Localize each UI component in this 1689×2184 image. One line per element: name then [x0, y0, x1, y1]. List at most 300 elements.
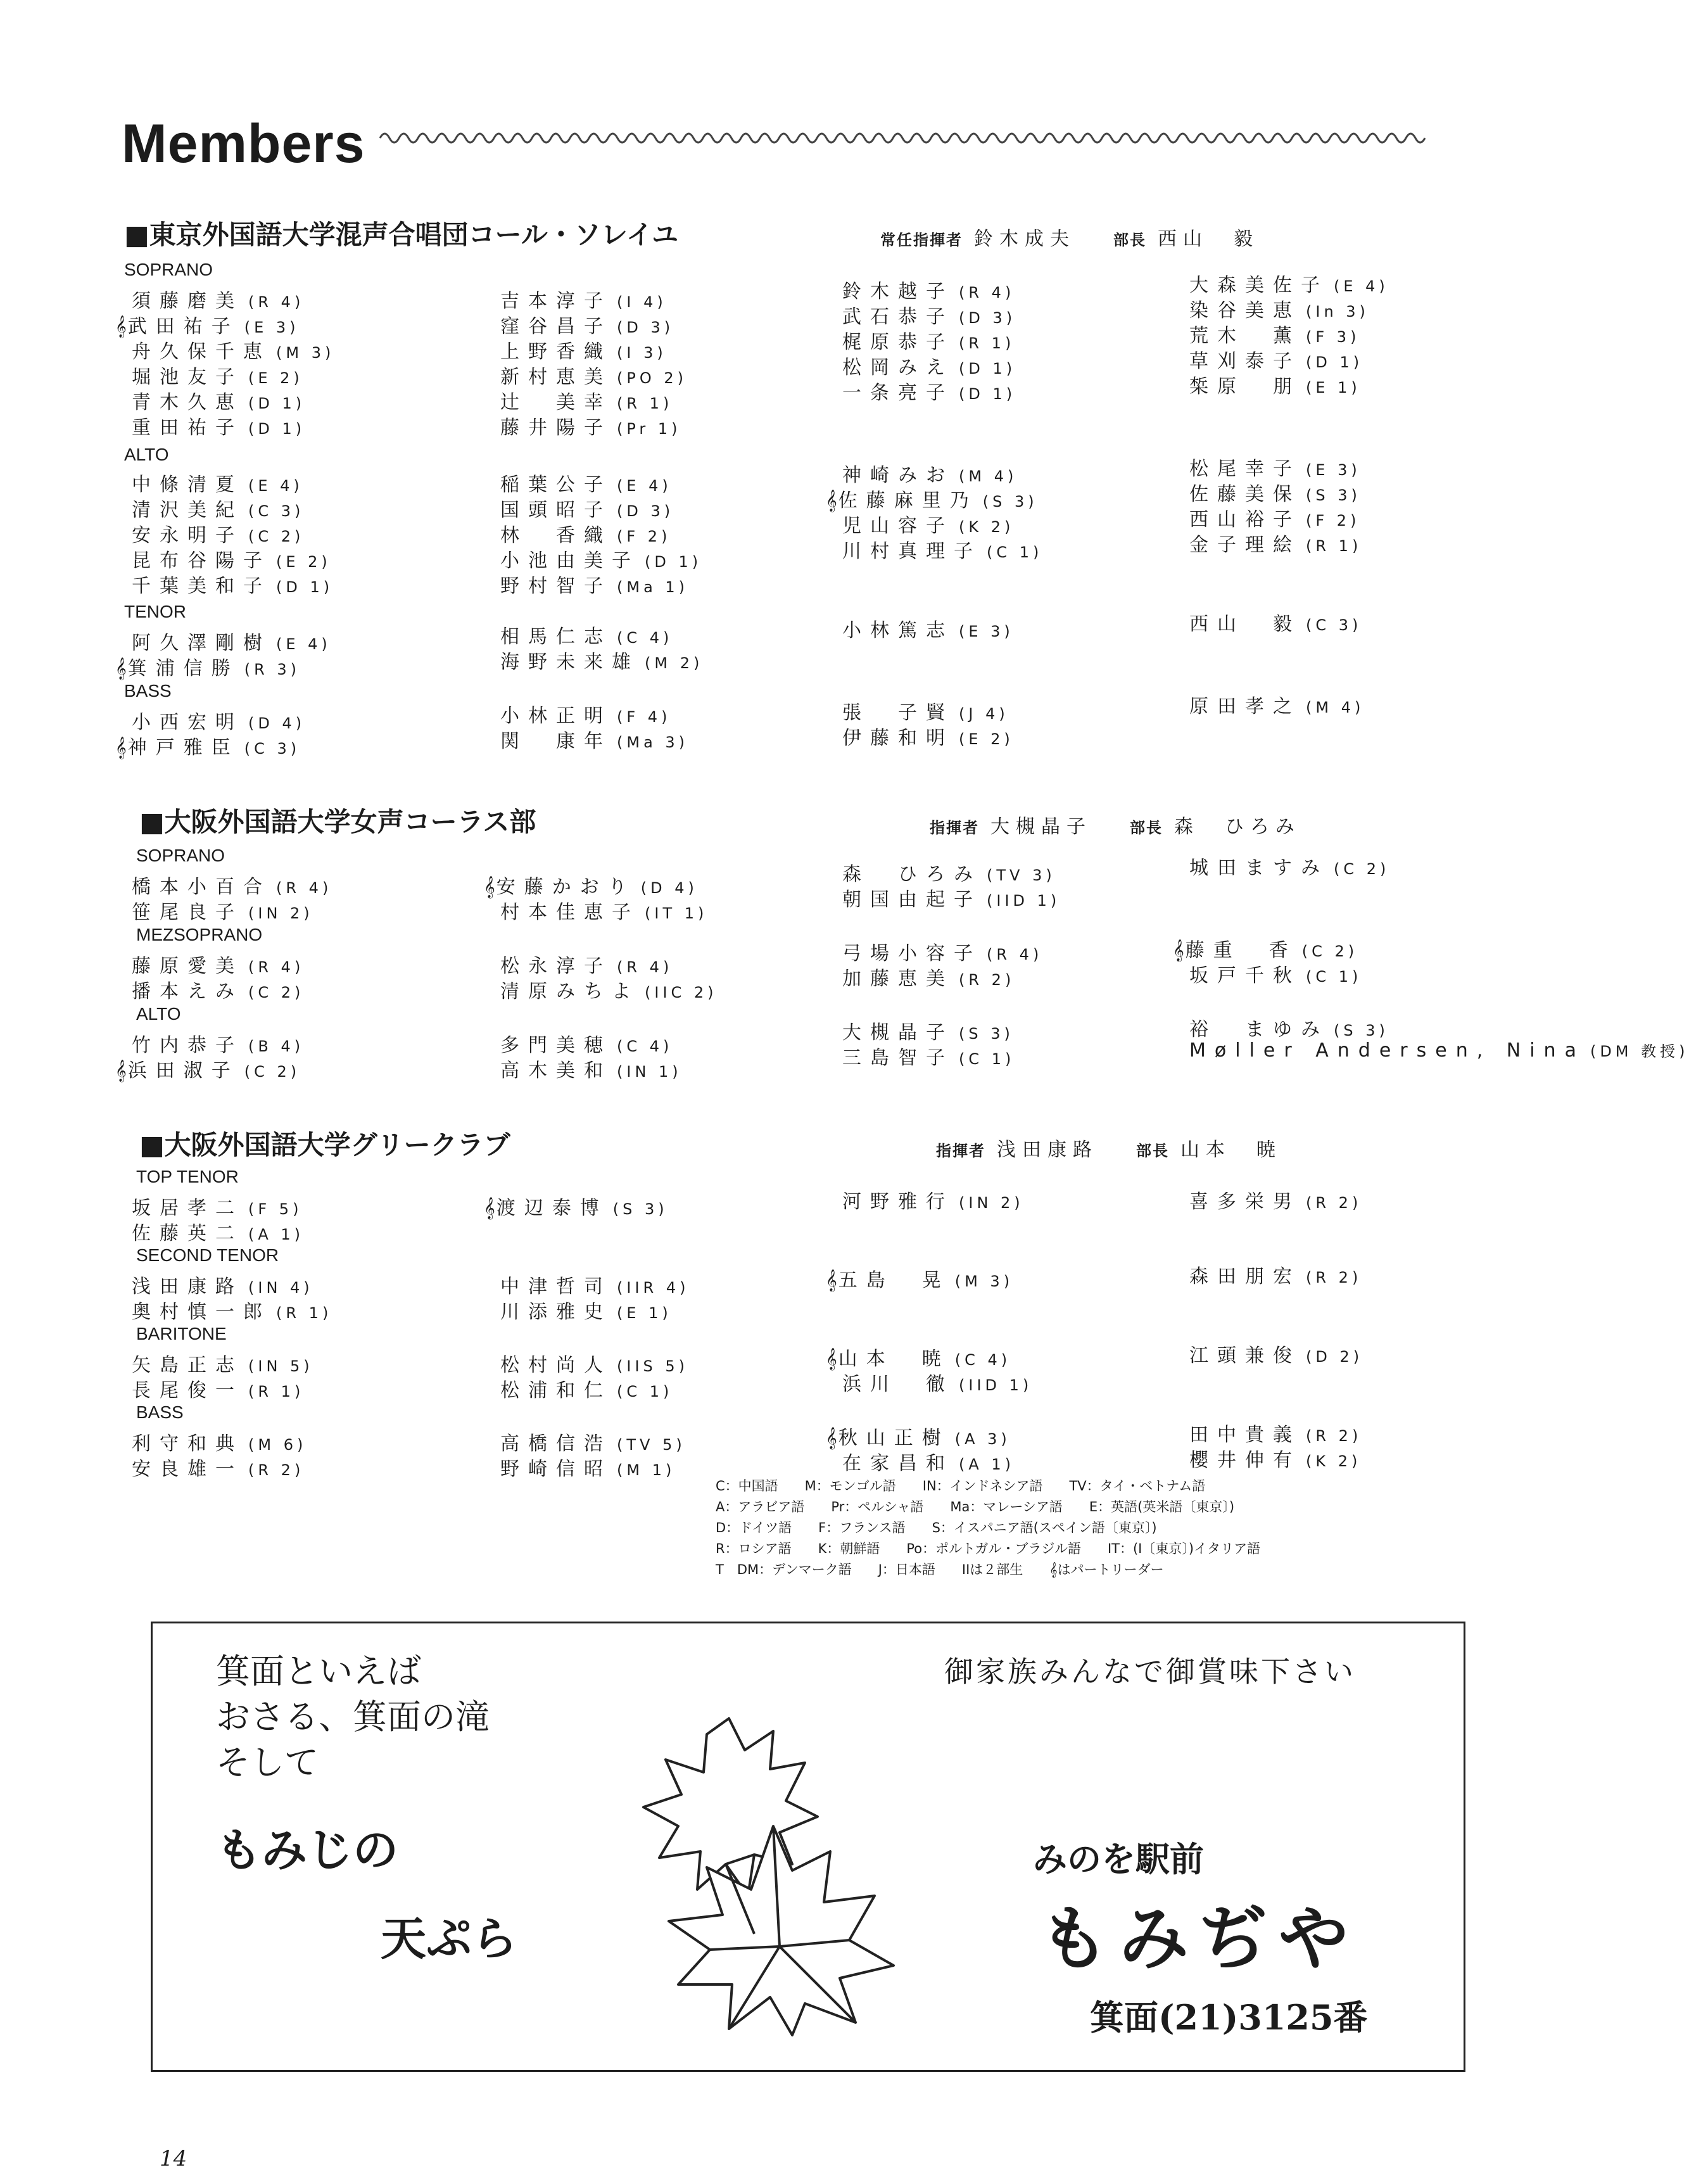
member-class: (Ma 1): [617, 578, 689, 596]
member-name: 三島智子: [842, 1047, 954, 1069]
member-class: (K 2): [959, 518, 1015, 536]
member-name: 吉本淳子: [500, 290, 612, 312]
member-class: (F 5): [248, 1200, 303, 1218]
member-class: (C 1): [959, 1050, 1015, 1068]
member-entry: [500, 545, 702, 573]
voice-part-label: BARITONE: [136, 1324, 227, 1343]
member-entry: [132, 1375, 304, 1402]
member-entry: [500, 1349, 688, 1377]
member-class: (E 2): [276, 553, 331, 571]
member-class: (S 3): [982, 493, 1038, 511]
member-name: 関 康年: [500, 730, 612, 752]
member-entry: [132, 412, 305, 440]
member-entry: [826, 485, 1038, 512]
member-name: 笹尾良子: [132, 901, 243, 924]
part-leader-icon: 𝄞: [115, 315, 127, 338]
member-name: 青木久恵: [132, 391, 243, 414]
member-name: 荒木 薫: [1189, 325, 1301, 347]
voice-part-label: TOP TENOR: [136, 1167, 239, 1186]
member-name: 安良雄一: [132, 1458, 243, 1480]
member-name: 神崎みお: [842, 464, 954, 486]
director-label: 常任指揮者: [880, 231, 963, 249]
member-name: 河野雅行: [842, 1191, 954, 1213]
member-entry: [1189, 453, 1361, 481]
member-name: 西山裕子: [1189, 509, 1301, 531]
member-class: (J 4): [959, 705, 1009, 723]
member-class: (IN 2): [248, 905, 313, 922]
member-class: (R 1): [1306, 537, 1362, 555]
member-name: 藤原愛美: [132, 955, 243, 977]
member-entry: [500, 519, 671, 547]
member-entry: [842, 697, 1009, 725]
member-class: (E 2): [959, 730, 1014, 748]
member-name: 新村恵美: [500, 366, 612, 388]
member-entry: [500, 975, 718, 1003]
member-entry: [1189, 371, 1361, 398]
member-name: 五島 晃: [838, 1269, 950, 1292]
member-name: 辻 美幸: [500, 391, 612, 414]
member-name: 梶原恭子: [842, 331, 954, 353]
page-title: Members: [122, 113, 365, 174]
member-class: (IT 1): [645, 905, 708, 922]
member-class: (IID 1): [959, 1376, 1033, 1394]
member-name: 松岡みえ: [842, 357, 954, 379]
member-name: 椞原 朋: [1189, 376, 1301, 398]
member-entry: [115, 1055, 300, 1082]
member-name: 渡辺泰博: [496, 1197, 608, 1219]
member-class: (D 4): [248, 714, 306, 732]
member-entry: [132, 871, 332, 899]
member-class: (PO 2): [617, 369, 687, 387]
member-class: (S 3): [1306, 486, 1361, 504]
member-entry: [132, 570, 333, 598]
member-entry: [842, 535, 1042, 563]
member-entry: [132, 469, 303, 497]
member-class: (C 2): [1334, 860, 1390, 878]
manager-name: 西山 毅: [1158, 228, 1259, 250]
member-class: (C 1): [1306, 968, 1362, 986]
member-entry: [842, 377, 1016, 405]
member-class: (IIR 4): [617, 1279, 690, 1297]
member-class: (IID 1): [987, 892, 1061, 910]
member-class: (R 4): [617, 958, 673, 976]
member-name: 秋山正樹: [838, 1427, 950, 1449]
member-class: (A 1): [248, 1226, 305, 1243]
member-entry: [1189, 690, 1364, 718]
member-class: (C 1): [617, 1383, 673, 1400]
director-label: 指揮者: [930, 819, 979, 837]
member-entry: [484, 1192, 668, 1220]
member-class: (R 2): [1306, 1194, 1362, 1212]
member-entry: [500, 950, 673, 978]
voice-part-label: SECOND TENOR: [136, 1245, 279, 1265]
member-entry: [842, 858, 1056, 886]
member-name: 安藤かおり: [496, 876, 636, 898]
member-class: (R 4): [248, 293, 305, 311]
member-entry: [500, 1055, 682, 1082]
section-title: ■東京外国語大学混声合唱団コール・ソレイユ: [124, 219, 679, 250]
section-title: ■大阪外国語大学女声コーラス部: [139, 806, 536, 837]
manager-label: 部長: [1136, 1142, 1169, 1160]
member-class: (TV 3): [987, 867, 1056, 884]
member-entry: [842, 459, 1017, 487]
member-entry: [500, 469, 672, 497]
member-entry: [132, 950, 304, 978]
member-entry: [132, 361, 303, 389]
member-name: 昆布谷陽子: [132, 550, 271, 572]
member-name: 稲葉公子: [500, 474, 612, 496]
member-class: (I 4): [617, 293, 667, 311]
member-name: 佐藤美保: [1189, 483, 1301, 505]
member-name: 舟久保千恵: [132, 341, 271, 363]
member-name: 佐藤麻里乃: [838, 490, 978, 512]
member-name: 児山容子: [842, 515, 954, 537]
voice-part-label: BASS: [136, 1402, 184, 1422]
member-class: (E 1): [1306, 379, 1361, 397]
member-name: 武石恭子: [842, 306, 954, 328]
member-entry: [132, 1029, 304, 1057]
ad-phone: 箕面(21)3125番: [1090, 1997, 1368, 2038]
member-name: 張 子賢: [842, 702, 954, 724]
member-class: (D 1): [959, 360, 1016, 378]
member-class: (R 1): [248, 1383, 305, 1400]
member-class: (F 3): [1306, 328, 1360, 346]
member-entry: [1189, 960, 1362, 987]
member-name: 竹内恭子: [132, 1034, 243, 1057]
section-staff: [936, 1134, 1282, 1162]
member-class: (R 1): [276, 1304, 332, 1322]
director-label: 指揮者: [936, 1142, 985, 1160]
part-leader-icon: 𝄞: [484, 1197, 495, 1219]
part-leader-icon: 𝄞: [115, 1060, 127, 1082]
member-entry: [1189, 1419, 1362, 1447]
member-name: 染谷美恵: [1189, 300, 1301, 322]
member-name: 安永明子: [132, 524, 243, 547]
legend-line: C：中国語 M：モンゴル語 IN：インドネシア語 TV：タイ・ベトナム語: [716, 1478, 1206, 1494]
member-name: 播本えみ: [132, 981, 243, 1003]
member-entry: [132, 1271, 313, 1298]
member-name: 奥村慎一郎: [132, 1301, 271, 1323]
member-name: 村本佳恵子: [500, 901, 640, 924]
member-name: 櫻井伸有: [1189, 1449, 1301, 1471]
member-name: 相馬仁志: [500, 626, 612, 648]
member-class: (D 1): [276, 578, 334, 596]
member-name: 一条亮子: [842, 382, 954, 404]
part-leader-icon: 𝄞: [1173, 939, 1184, 962]
member-entry: [500, 336, 667, 364]
member-name: 森田朋宏: [1189, 1266, 1301, 1288]
member-name: 浅田康路: [132, 1276, 243, 1298]
member-name: 重田祐子: [132, 417, 243, 439]
member-entry: [1189, 852, 1389, 880]
member-class: (C 2): [248, 984, 305, 1001]
member-name: 松尾幸子: [1189, 458, 1301, 480]
member-entry: [1189, 345, 1363, 373]
member-name: 小池由美子: [500, 550, 640, 572]
member-entry: [842, 352, 1016, 379]
member-class: (D 1): [645, 553, 702, 571]
member-name: 利守和典: [132, 1433, 243, 1455]
member-name: 伊藤和明: [842, 727, 954, 749]
member-class: (A 1): [959, 1456, 1015, 1473]
member-entry: [842, 937, 1042, 965]
legend-line: A：アラビア語 Pr：ペルシャ語 Ma：マレーシア語 E：英語(英米語〔東京〕): [716, 1499, 1235, 1514]
member-class: (D 3): [617, 319, 674, 336]
member-entry: [500, 361, 687, 389]
member-entry: [132, 1296, 332, 1324]
member-name: 加藤恵美: [842, 968, 954, 990]
member-name: 小林篤志: [842, 619, 954, 642]
member-class: (E 1): [617, 1304, 672, 1322]
member-class: (M 4): [959, 467, 1018, 485]
member-class: (S 3): [612, 1200, 668, 1218]
ad-line: 箕面といえば: [216, 1651, 421, 1691]
ad-station: みのを駅前: [1033, 1839, 1204, 1879]
member-class: (I 3): [617, 344, 667, 362]
member-class: (IN 2): [959, 1194, 1024, 1212]
member-class: (Ma 3): [617, 733, 689, 751]
member-class: (IN 4): [248, 1279, 313, 1297]
member-entry: [132, 545, 331, 573]
ad-slogan: [216, 1649, 490, 1786]
member-name: 矢島正志: [132, 1354, 243, 1376]
member-class: (D 3): [617, 502, 674, 520]
member-entry: [1189, 1340, 1363, 1368]
legend-line: T DM：デンマーク語 J：日本語 IIは２部生 𝄞はパートリーダー: [716, 1562, 1164, 1577]
member-entry: [842, 614, 1014, 642]
member-entry: [826, 1422, 1011, 1450]
member-entry: [132, 386, 305, 414]
member-entry: [132, 706, 305, 734]
section-title: ■大阪外国語大学グリークラブ: [139, 1129, 510, 1160]
member-entry: [1189, 529, 1362, 557]
member-entry: [115, 732, 300, 759]
member-name: 窪谷昌子: [500, 315, 612, 338]
member-class: (M 3): [954, 1273, 1014, 1290]
part-leader-icon: 𝄞: [115, 737, 127, 759]
member-name: 裕 まゆみ: [1189, 1019, 1329, 1041]
member-entry: [132, 896, 313, 924]
member-name: 山本 暁: [838, 1348, 950, 1370]
part-leader-icon: 𝄞: [826, 1427, 837, 1449]
member-entry: [132, 1349, 313, 1377]
member-entry: [1189, 478, 1361, 506]
member-entry: [500, 570, 688, 598]
member-entry: [115, 652, 300, 680]
member-entry: [842, 276, 1015, 303]
member-entry: [500, 386, 673, 414]
member-entry: [1173, 934, 1358, 962]
member-name: 在家昌和: [842, 1452, 954, 1475]
member-entry: [1189, 1444, 1361, 1472]
member-name: 千葉美和子: [132, 575, 271, 597]
member-entry: [842, 326, 1015, 354]
part-leader-icon: 𝄞: [115, 657, 127, 680]
member-entry: [1189, 1186, 1362, 1214]
member-name: 坂戸千秋: [1189, 965, 1301, 987]
member-name: 清原みちよ: [500, 981, 640, 1003]
voice-part-label: ALTO: [136, 1004, 181, 1024]
member-entry: [842, 301, 1016, 329]
advertisement: [151, 1622, 1465, 2072]
member-entry: [500, 896, 707, 924]
member-name: 松永淳子: [500, 955, 612, 977]
member-entry: [842, 1368, 1032, 1396]
member-entry: [1189, 608, 1362, 636]
member-class: (IIC 2): [645, 984, 718, 1001]
member-name: 森 ひろみ: [842, 863, 982, 886]
member-name: 多門美穂: [500, 1034, 612, 1057]
member-class: (D 4): [640, 879, 698, 897]
member-entry: [500, 285, 667, 313]
member-class: (R 2): [1306, 1427, 1362, 1445]
manager-name: 森 ひろみ: [1174, 816, 1301, 838]
member-class: (D 1): [1306, 353, 1363, 371]
ad-line: そして: [216, 1743, 319, 1782]
ad-family-line: 御家族みんなで御賞味下さい: [944, 1654, 1356, 1689]
member-name: 橋本小百合: [132, 876, 271, 898]
director-name: 浅田康路: [997, 1139, 1098, 1161]
member-entry: [132, 1453, 304, 1481]
member-name: 川村真理子: [842, 540, 982, 562]
member-entry: [500, 494, 674, 522]
member-class: (K 2): [1306, 1452, 1362, 1470]
member-class: (C 2): [1301, 943, 1358, 960]
member-name: 弓場小容子: [842, 943, 982, 965]
member-entry: [132, 627, 331, 655]
member-class: (R 1): [617, 395, 673, 412]
member-name: 林 香織: [500, 524, 612, 547]
member-class: (R 2): [1306, 1269, 1362, 1286]
member-class: (M 3): [276, 344, 335, 362]
voice-part-label: MEZSOPRANO: [136, 925, 263, 944]
member-name: 原田孝之: [1189, 695, 1301, 718]
member-class: (TV 5): [617, 1436, 686, 1454]
member-name: 浜川 徹: [842, 1373, 954, 1395]
member-name: 田中貴義: [1189, 1424, 1301, 1446]
member-name: 須藤磨美: [132, 290, 243, 312]
member-name: 中條清夏: [132, 474, 243, 496]
member-entry: [500, 646, 703, 674]
member-class: (B 4): [248, 1038, 305, 1055]
member-class: (R 4): [959, 284, 1015, 302]
language-legend: [716, 1476, 1260, 1580]
manager-label: 部長: [1113, 231, 1146, 249]
member-class: (C 4): [617, 629, 673, 647]
member-name: 神戸雅臣: [127, 737, 239, 759]
member-class: (Pr 1): [617, 420, 681, 438]
member-entry: [842, 884, 1060, 911]
part-leader-icon: 𝄞: [826, 1348, 837, 1370]
member-class: (IN 5): [248, 1357, 313, 1375]
member-entry: [842, 510, 1014, 538]
member-class: (E 3): [244, 319, 300, 336]
legend-line: D：ドイツ語 F：フランス語 S：イスパニア語(スペイン語〔東京〕): [716, 1520, 1157, 1535]
member-name: 小林正明: [500, 705, 612, 727]
section-staff: [930, 811, 1301, 839]
member-class: (D 1): [248, 420, 306, 438]
member-name: 野村智子: [500, 575, 612, 597]
member-class: (F 4): [617, 708, 671, 726]
member-name: 喜多栄男: [1189, 1191, 1301, 1213]
member-name: 箕浦信勝: [127, 657, 239, 680]
member-entry: [842, 1042, 1015, 1070]
member-entry: [500, 310, 674, 338]
voice-part-label: BASS: [124, 681, 172, 701]
member-entry: [500, 1029, 673, 1057]
member-class: (F 2): [1306, 512, 1360, 530]
member-entry: [1189, 269, 1389, 297]
ad-line: おさる、箕面の滝: [216, 1697, 490, 1737]
member-class: (E 4): [1334, 277, 1389, 295]
member-class: (R 4): [248, 958, 305, 976]
voice-part-label: SOPRANO: [124, 260, 213, 279]
member-class: (R 2): [248, 1461, 305, 1479]
member-entry: [826, 1343, 1011, 1371]
member-entry: [500, 1375, 673, 1402]
member-class: (E 2): [248, 369, 303, 387]
member-class: (R 2): [959, 971, 1015, 989]
member-name: Møller Andersen, Nina: [1189, 1039, 1585, 1062]
member-entry: [1189, 1260, 1362, 1288]
member-name: 大槻晶子: [842, 1022, 954, 1044]
member-class: (M 6): [248, 1436, 307, 1454]
member-entry: [1189, 1039, 1689, 1062]
member-class: (C 2): [244, 1063, 301, 1081]
member-name: 金子理絵: [1189, 534, 1301, 556]
member-name: 坂居孝二: [132, 1197, 243, 1219]
member-entry: [500, 700, 671, 728]
member-class: (IN 1): [617, 1063, 682, 1081]
member-name: 堀池友子: [132, 366, 243, 388]
member-class: (C 4): [954, 1351, 1011, 1369]
member-entry: [132, 336, 334, 364]
voice-part-label: ALTO: [124, 445, 169, 464]
member-name: 城田ますみ: [1189, 857, 1329, 879]
member-entry: [500, 1271, 689, 1298]
manager-name: 山本 暁: [1180, 1139, 1282, 1161]
part-leader-icon: 𝄞: [484, 876, 495, 898]
member-entry: [1189, 1013, 1389, 1041]
member-name: 野崎信昭: [500, 1458, 612, 1480]
member-entry: [842, 1447, 1015, 1475]
member-name: 佐藤英二: [132, 1222, 243, 1245]
member-class: (C 3): [1306, 616, 1362, 634]
legend-line: R：ロシア語 K：朝鮮語 Po：ポルトガル・ブラジル語 IT：(I〔東京〕)イタリア語: [716, 1541, 1261, 1556]
member-name: 武田祐子: [127, 315, 239, 338]
member-name: 清沢美紀: [132, 499, 243, 521]
member-name: 中津哲司: [500, 1276, 612, 1298]
member-name: 朝国由起子: [842, 889, 982, 911]
member-class: (D 2): [1306, 1348, 1363, 1366]
member-name: 国頭昭子: [500, 499, 612, 521]
member-name: 藤重 香: [1185, 939, 1297, 962]
member-name: 高木美和: [500, 1060, 612, 1082]
section-staff: [880, 223, 1259, 251]
member-entry: [132, 1428, 307, 1456]
member-name: 高橋信浩: [500, 1433, 612, 1455]
member-class: (M 1): [617, 1461, 676, 1479]
member-name: 阿久澤剛樹: [132, 632, 271, 654]
member-class: (S 3): [1334, 1022, 1389, 1039]
member-class: (In 3): [1306, 303, 1369, 321]
member-class: (E 3): [1306, 461, 1361, 479]
member-class: (E 4): [276, 635, 331, 653]
member-name: 松村尚人: [500, 1354, 612, 1376]
part-leader-icon: 𝄞: [826, 490, 837, 512]
member-name: 藤井陽子: [500, 417, 612, 439]
director-name: 大槻晶子: [990, 816, 1092, 838]
